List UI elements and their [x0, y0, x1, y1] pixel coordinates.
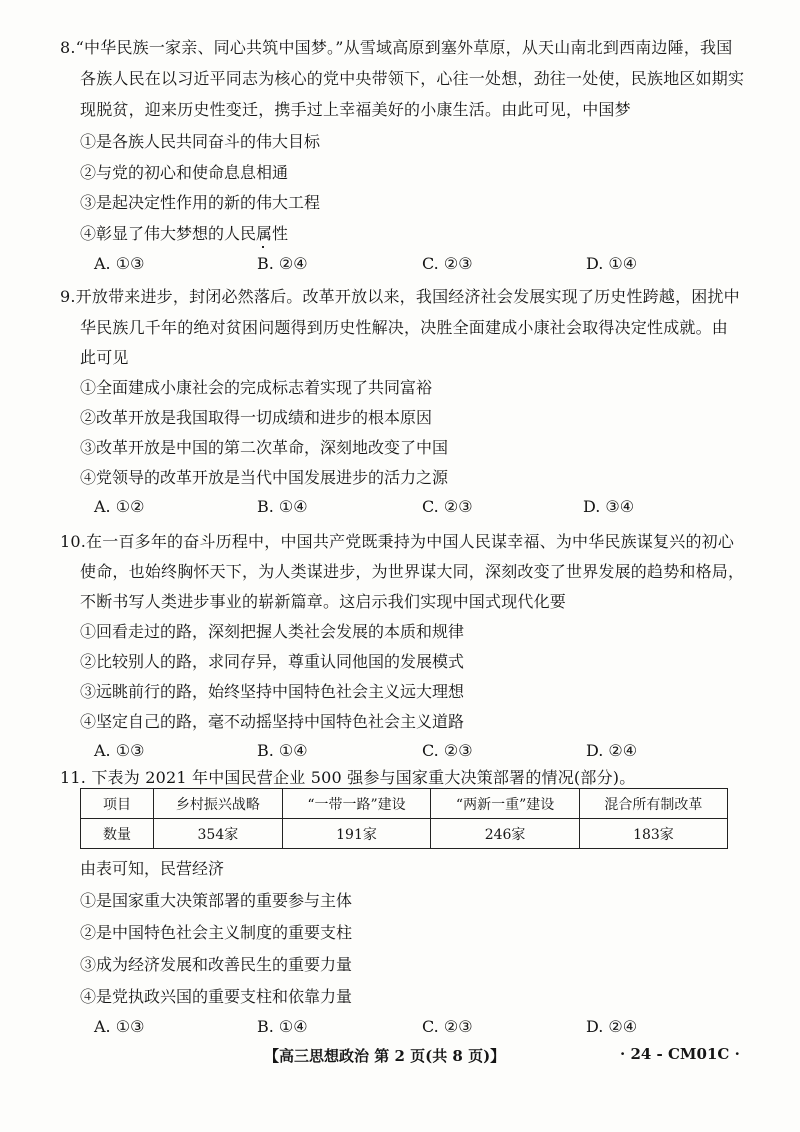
table-header-cell: 乡村振兴战略: [154, 789, 283, 819]
q11-option-3: ③成为经济发展和改善民生的重要力量: [80, 955, 353, 974]
table-cell: 数量: [81, 819, 154, 849]
q8-choice-b[interactable]: B. ②④: [257, 254, 308, 273]
table-cell: 354家: [154, 819, 283, 849]
q8-option-3: ③是起决定性作用的新的伟大工程: [80, 193, 321, 212]
q11-option-2: ②是中国特色社会主义制度的重要支柱: [80, 923, 353, 942]
table-header-cell: 项目: [81, 789, 154, 819]
q9-choice-c[interactable]: C. ②③: [422, 497, 473, 516]
q9-stem-line-3: 此可见: [80, 348, 129, 367]
q10-option-2: ②比较别人的路，求同存异，尊重认同他国的发展模式: [80, 652, 465, 671]
scan-speck: [262, 246, 264, 248]
q10-stem-line-2: 使命，也始终胸怀天下，为人类谋进步，为世界谋大同，深刻改变了世界发展的趋势和格局，: [80, 562, 745, 581]
enterprise-participation-table: [80, 788, 728, 849]
q9-option-4: ④党领导的改革开放是当代中国发展进步的活力之源: [80, 468, 449, 487]
q8-option-1: ①是各族人民共同奋斗的伟大目标: [80, 132, 321, 151]
q9-stem-line-2: 华民族几千年的绝对贫困问题得到历史性解决，决胜全面建成小康社会取得决定性成就。由: [80, 318, 729, 337]
q8-stem-line-3: 现脱贫，迎来历史性变迁，携手过上幸福美好的小康生活。由此可见，中国梦: [80, 100, 631, 119]
q8-option-2: ②与党的初心和使命息息相通: [80, 163, 289, 182]
q9-choice-d[interactable]: D. ③④: [583, 497, 635, 516]
q10-option-3: ③远眺前行的路，始终坚持中国特色社会主义远大理想: [80, 682, 465, 701]
q9-stem-line-1: 9.开放带来进步，封闭必然落后。改革开放以来，我国经济社会发展实现了历史性跨越，困扰中: [60, 287, 740, 306]
table-header-cell: “一带一路”建设: [282, 789, 431, 819]
table-cell: 246家: [431, 819, 580, 849]
q11-stem-line: 11. 下表为 2021 年中国民营企业 500 强参与国家重大决策部署的情况(部分)。: [60, 768, 636, 787]
q10-option-1: ①回看走过的路，深刻把握人类社会发展的本质和规律: [80, 622, 465, 641]
q10-stem-line-1: 10.在一百多年的奋斗历程中，中国共产党既秉持为中国人民谋幸福、为中华民族谋复兴的初心: [60, 532, 735, 551]
q10-choice-d[interactable]: D. ②④: [586, 741, 638, 760]
q8-choice-d[interactable]: D. ①④: [586, 254, 638, 273]
q11-choice-b[interactable]: B. ①④: [257, 1017, 308, 1036]
q8-choice-c[interactable]: C. ②③: [422, 254, 473, 273]
q10-choices: [0, 741, 800, 763]
table-header-cell: “两新一重”建设: [431, 789, 580, 819]
table-cell: 183家: [579, 819, 727, 849]
q9-option-2: ②改革开放是我国取得一切成绩和进步的根本原因: [80, 408, 433, 427]
q8-stem-line-2: 各族人民在以习近平同志为核心的党中央带领下，心往一处想，劲往一处使，民族地区如期实: [80, 69, 745, 88]
table-header-cell: 混合所有制改革: [579, 789, 727, 819]
q10-option-4: ④坚定自己的路，毫不动摇坚持中国特色社会主义道路: [80, 712, 465, 731]
q10-choice-b[interactable]: B. ①④: [257, 741, 308, 760]
q9-option-1: ①全面建成小康社会的完成标志着实现了共同富裕: [80, 378, 433, 397]
q11-choices: [0, 1017, 800, 1039]
q8-stem-line-1: 8.“中华民族一家亲、同心共筑中国梦。”从雪域高原到塞外草原，从天山南北到西南边陲，我国: [60, 38, 733, 57]
q8-choices: [0, 254, 800, 276]
table-row: [81, 819, 728, 849]
q11-choice-d[interactable]: D. ②④: [586, 1017, 638, 1036]
q9-option-3: ③改革开放是中国的第二次革命，深刻地改变了中国: [80, 438, 449, 457]
q8-option-4: ④彰显了伟大梦想的人民属性: [80, 224, 289, 243]
q10-choice-c[interactable]: C. ②③: [422, 741, 473, 760]
q10-stem-line-3: 不断书写人类进步事业的崭新篇章。这启示我们实现中国式现代化要: [80, 592, 567, 611]
q11-choice-c[interactable]: C. ②③: [422, 1017, 473, 1036]
q11-choice-a[interactable]: A. ①③: [94, 1017, 145, 1036]
q9-choice-b[interactable]: B. ①④: [257, 497, 308, 516]
q9-choice-a[interactable]: A. ①②: [94, 497, 145, 516]
table-header-row: [81, 789, 728, 819]
q10-choice-a[interactable]: A. ①③: [94, 741, 145, 760]
q11-option-4: ④是党执政兴国的重要支柱和依靠力量: [80, 987, 353, 1006]
q11-after-table: 由表可知，民营经济: [80, 859, 225, 878]
q11-option-1: ①是国家重大决策部署的重要参与主体: [80, 891, 353, 910]
table-cell: 191家: [282, 819, 431, 849]
page-footer-info: 【高三思想政治 第 2 页(共 8 页)】: [264, 1047, 506, 1065]
q9-choices: [0, 497, 800, 519]
page-footer-code: · 24 - CM01C ·: [620, 1045, 740, 1063]
q8-choice-a[interactable]: A. ①③: [94, 254, 145, 273]
